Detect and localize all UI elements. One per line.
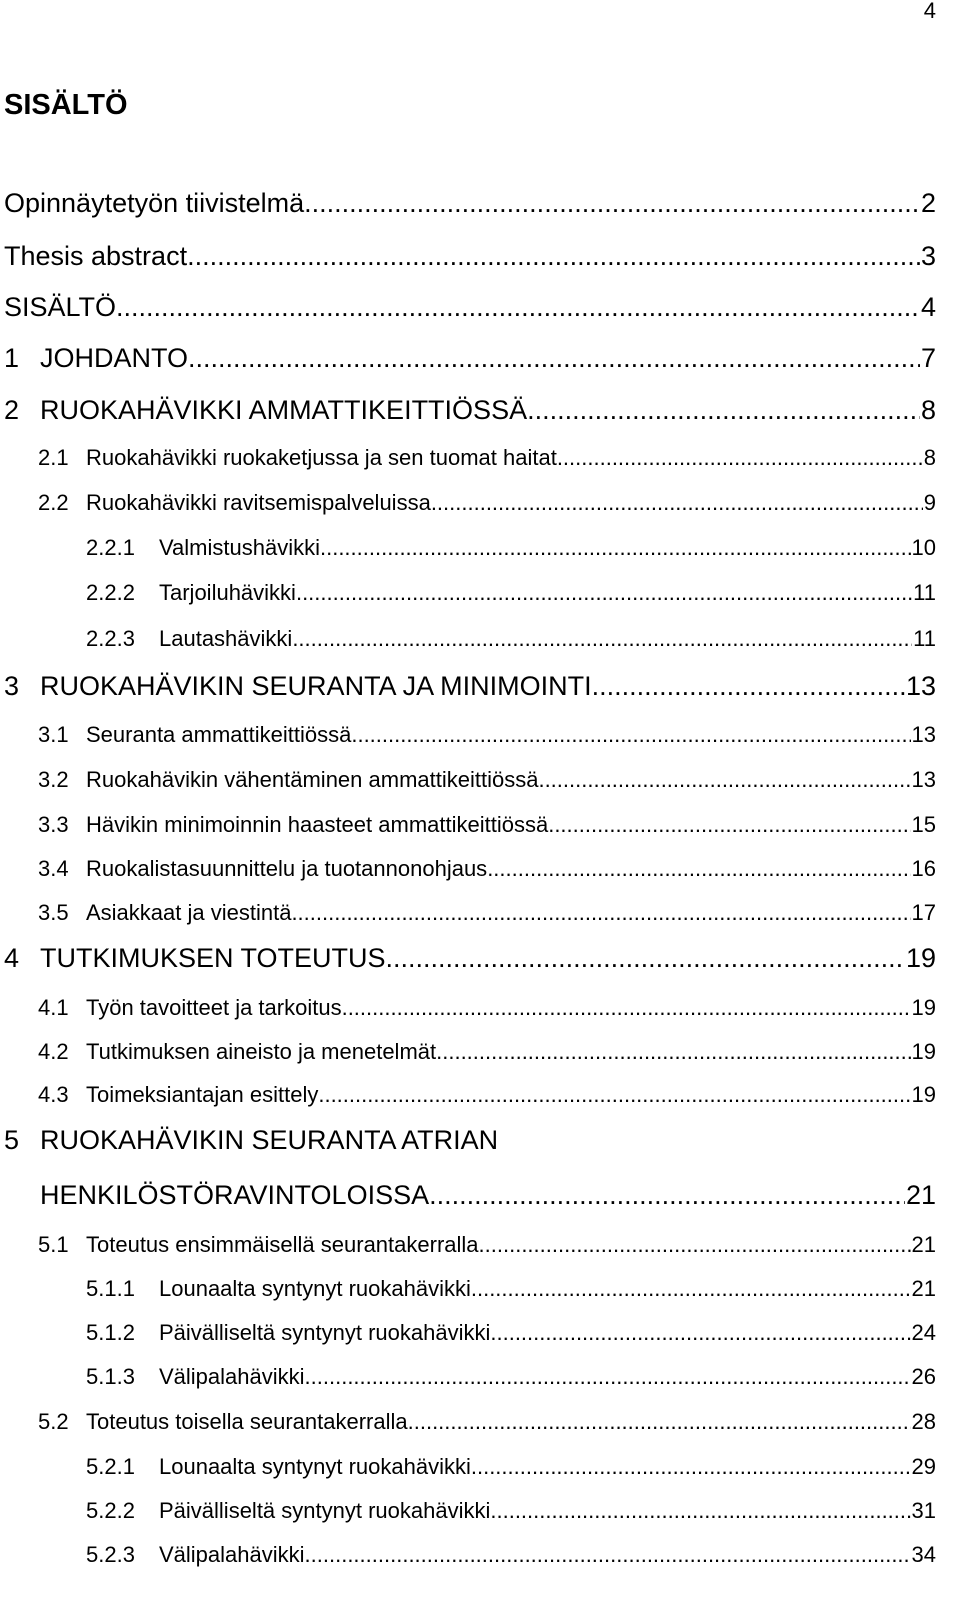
toc-leader-dots [386,943,905,974]
toc-entry-chapter[interactable] [4,943,936,974]
toc-entry-page: 19 [905,943,936,973]
toc-heading: SISÄLTÖ [4,89,128,121]
toc-entry-title: Päivälliseltä syntynyt ruokahävikki [159,1498,491,1523]
toc-leader-dots [320,535,911,561]
toc-entry-title: Ruokahävikin vähentäminen ammattikeittiössä [86,767,539,792]
toc-entry-page: 34 [911,1542,936,1567]
toc-entry-subsection[interactable] [86,1276,936,1302]
toc-leader-dots [471,1276,911,1302]
toc-leader-dots [527,395,920,426]
toc-entry-title: Lautashävikki [159,626,293,651]
toc-leader-dots [592,671,905,702]
toc-entry-title: Hävikin minimoinnin haasteet ammattikeittiössä [86,812,549,837]
toc-entry-title: Opinnäytetyön tiivistelmä [4,188,305,218]
toc-entry-number: 5.1.2 [86,1320,135,1345]
toc-entry-number: 4.3 [38,1082,69,1107]
toc-entry-chapter-line1[interactable] [4,1125,498,1156]
toc-entry-title: Toteutus toisella seurantakerralla [86,1409,408,1434]
toc-entry-section[interactable] [38,812,936,838]
toc-entry-page: 28 [911,1409,936,1434]
toc-leader-dots [548,812,910,838]
toc-entry-number: 5.2 [38,1409,69,1434]
toc-entry-title: Tutkimuksen aineisto ja menetelmät [86,1039,437,1064]
toc-entry-title: JOHDANTO [40,343,189,373]
toc-entry-section[interactable] [38,767,936,793]
toc-entry[interactable] [4,292,936,323]
toc-entry-number: 4.2 [38,1039,69,1064]
toc-entry-page: 2 [920,188,936,218]
toc-entry-section[interactable] [38,722,936,748]
toc-entry-page: 29 [911,1454,936,1479]
toc-entry-title: Tarjoiluhävikki [159,580,296,605]
toc-leader-dots [408,1409,911,1435]
toc-entry-chapter[interactable] [4,395,936,426]
toc-entry-page: 13 [905,671,936,701]
toc-entry-number: 2 [4,395,20,425]
toc-entry-subsection[interactable] [86,1542,936,1568]
toc-entry-title: Seuranta ammattikeittiössä [86,722,352,747]
toc-entry-title: RUOKAHÄVIKKI AMMATTIKEITTIÖSSÄ [40,395,528,425]
toc-entry-number: 2.2.1 [86,535,135,560]
toc-entry-section[interactable] [38,445,936,471]
toc-entry-title: SISÄLTÖ [4,292,117,322]
toc-entry-title: Toteutus ensimmäisellä seurantakerralla [86,1232,479,1257]
toc-entry-number: 2.2.2 [86,580,135,605]
toc-entry-page: 11 [913,580,936,605]
toc-entry-page: 10 [911,535,936,560]
toc-leader-dots [291,900,910,926]
toc-entry-title: Ruokahävikki ravitsemispalveluissa [86,490,431,515]
toc-entry-title: Lounaalta syntynyt ruokahävikki [159,1454,471,1479]
toc-entry-number: 4 [4,943,20,973]
toc-entry-section[interactable] [38,490,936,516]
toc-entry-number: 5.2.2 [86,1498,135,1523]
toc-entry[interactable] [4,241,936,272]
toc-entry[interactable] [4,188,936,219]
toc-entry-page: 21 [911,1232,936,1257]
toc-entry-subsection[interactable] [86,535,936,561]
toc-entry-number: 3.4 [38,856,69,881]
toc-leader-dots [318,1082,910,1108]
toc-entry-title: Lounaalta syntynyt ruokahävikki [159,1276,471,1301]
toc-leader-dots [342,995,911,1021]
toc-entry-title: Toimeksiantajan esittely [86,1082,319,1107]
toc-entry-chapter[interactable] [4,343,936,374]
toc-entry-section[interactable] [38,1409,936,1435]
toc-entry-number: 3.5 [38,900,69,925]
toc-leader-dots [187,241,920,272]
toc-entry-page: 17 [911,900,936,925]
toc-entry-subsection[interactable] [86,1320,936,1346]
toc-entry-number: 3.3 [38,812,69,837]
toc-leader-dots [487,856,910,882]
toc-leader-dots [479,1232,911,1258]
toc-leader-dots [557,445,923,471]
toc-entry-title: Päivälliseltä syntynyt ruokahävikki [159,1320,491,1345]
toc-entry-title: Ruokalistasuunnittelu ja tuotannonohjaus [86,856,488,881]
toc-entry-number: 5.1.1 [86,1276,135,1301]
toc-entry-number: 2.2.3 [86,626,135,651]
toc-entry-page: 24 [911,1320,936,1345]
toc-entry-title-continued: HENKILÖSTÖRAVINTOLOISSA [40,1180,430,1210]
toc-entry-section[interactable] [38,1039,936,1065]
page-number: 4 [923,0,936,23]
toc-entry-page: 9 [923,490,936,515]
toc-entry-number: 2.1 [38,445,69,470]
toc-entry-subsection[interactable] [86,1364,936,1390]
toc-entry-subsection[interactable] [86,580,936,606]
toc-entry-title: TUTKIMUKSEN TOTEUTUS [40,943,386,973]
toc-leader-dots [188,343,920,374]
toc-entry-number: 3.2 [38,767,69,792]
toc-leader-dots [490,1320,910,1346]
toc-entry-section[interactable] [38,1082,936,1108]
toc-entry-title: RUOKAHÄVIKIN SEURANTA ATRIAN [40,1125,499,1155]
toc-leader-dots [436,1039,910,1065]
toc-entry-page: 13 [911,722,936,747]
toc-entry-title: Työn tavoitteet ja tarkoitus [86,995,342,1020]
toc-entry-page: 13 [911,767,936,792]
toc-leader-dots [429,1180,905,1211]
toc-entry-number: 5.2.3 [86,1542,135,1567]
toc-leader-dots [351,722,910,748]
toc-leader-dots [305,1364,911,1390]
toc-entry-page: 21 [905,1180,936,1210]
toc-entry-page: 8 [920,395,936,425]
toc-entry-title: Ruokahävikki ruokaketjussa ja sen tuomat haitat [86,445,557,470]
toc-entry-page: 19 [911,1039,936,1064]
toc-entry-number: 3.1 [38,722,69,747]
toc-leader-dots [490,1498,910,1524]
toc-entry-page: 31 [911,1498,936,1523]
toc-entry-number: 5 [4,1125,20,1155]
toc-entry-page: 8 [923,445,936,470]
toc-entry-page: 11 [913,626,936,651]
toc-entry-page: 21 [911,1276,936,1301]
toc-entry-number: 4.1 [38,995,69,1020]
toc-entry-section[interactable] [38,995,936,1021]
toc-entry-number: 3 [4,671,20,701]
toc-entry-chapter[interactable] [4,671,936,702]
toc-entry-page: 15 [911,812,936,837]
toc-entry-title: Välipalahävikki [159,1542,305,1567]
toc-leader-dots [538,767,910,793]
toc-entry-title: Valmistushävikki [159,535,320,560]
toc-leader-dots [304,188,920,219]
toc-entry-title: Thesis abstract [4,241,188,271]
toc-entry-title: Välipalahävikki [159,1364,305,1389]
toc-entry-section[interactable] [38,856,936,882]
toc-leader-dots [116,292,920,323]
toc-entry-title: RUOKAHÄVIKIN SEURANTA JA MINIMOINTI [40,671,592,701]
toc-entry-page: 16 [911,856,936,881]
toc-entry-chapter-line2[interactable] [40,1180,936,1211]
toc-entry-number: 5.1 [38,1232,69,1257]
toc-leader-dots [471,1454,911,1480]
toc-entry-title: Asiakkaat ja viestintä [86,900,292,925]
toc-entry-number: 1 [4,343,20,373]
toc-entry-number: 2.2 [38,490,69,515]
toc-entry-subsection[interactable] [86,1498,936,1524]
toc-entry-page: 7 [920,343,936,373]
toc-entry-subsection[interactable] [86,1454,936,1480]
toc-leader-dots [431,490,923,516]
toc-entry-number: 5.1.3 [86,1364,135,1389]
toc-entry-subsection[interactable] [86,626,936,652]
toc-entry-page: 26 [911,1364,936,1389]
toc-leader-dots [305,1542,911,1568]
toc-entry-page: 19 [911,1082,936,1107]
toc-leader-dots [292,626,912,652]
toc-entry-section[interactable] [38,900,936,926]
toc-entry-page: 19 [911,995,936,1020]
toc-entry-page: 3 [920,241,936,271]
toc-entry-number: 5.2.1 [86,1454,135,1479]
toc-entry-page: 4 [920,292,936,322]
toc-leader-dots [296,580,912,606]
toc-entry-section[interactable] [38,1232,936,1258]
